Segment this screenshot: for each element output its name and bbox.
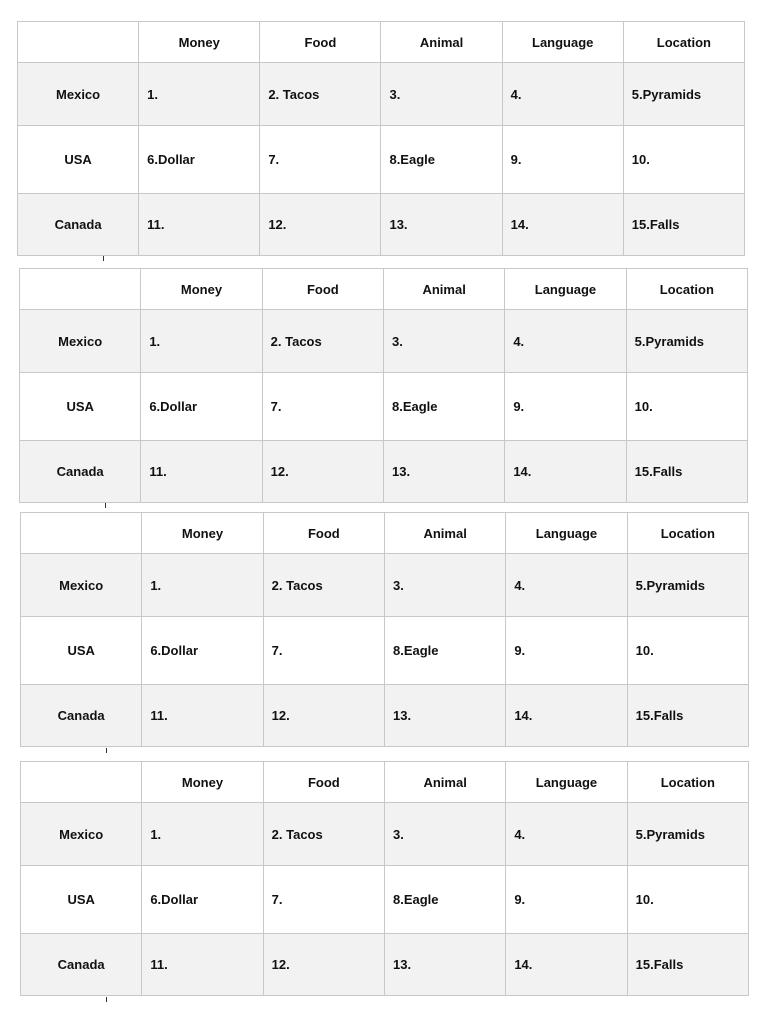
row-header-mexico: Mexico xyxy=(21,803,142,866)
table-cell: 15.Falls xyxy=(627,934,748,996)
row-header-usa: USA xyxy=(21,866,142,934)
table-row xyxy=(21,554,749,617)
column-header-location: Location xyxy=(627,513,748,554)
table-cell: 5.Pyramids xyxy=(627,554,748,617)
table-cell: 6.Dollar xyxy=(142,617,263,685)
column-header-food: Food xyxy=(262,269,383,310)
column-header-food: Food xyxy=(263,513,384,554)
table-cell: 13. xyxy=(384,685,505,747)
table-cell: 13. xyxy=(383,441,504,503)
column-header-language: Language xyxy=(506,513,627,554)
table-cell: 1. xyxy=(141,310,262,373)
column-header-money: Money xyxy=(141,269,262,310)
table-cell: 3. xyxy=(381,63,502,126)
column-header-animal: Animal xyxy=(384,513,505,554)
table-cell: 3. xyxy=(384,554,505,617)
table-row xyxy=(21,685,749,747)
column-header-money: Money xyxy=(142,762,263,803)
column-header-location: Location xyxy=(623,22,744,63)
country-facts-table xyxy=(20,761,749,996)
cursor-tick-mark xyxy=(106,997,107,1002)
header-row xyxy=(20,269,748,310)
table-cell: 1. xyxy=(142,803,263,866)
row-header-canada: Canada xyxy=(21,685,142,747)
column-header-language: Language xyxy=(502,22,623,63)
table-cell: 6.Dollar xyxy=(141,373,262,441)
table-cell: 11. xyxy=(142,934,263,996)
table-row xyxy=(18,63,745,126)
table-cell: 10. xyxy=(626,373,747,441)
country-facts-table xyxy=(19,268,748,503)
table-cell: 13. xyxy=(381,194,502,256)
table-row xyxy=(21,617,749,685)
corner-cell xyxy=(18,22,139,63)
table-cell: 14. xyxy=(502,194,623,256)
table-cell: 5.Pyramids xyxy=(626,310,747,373)
table-row xyxy=(20,310,748,373)
table-cell: 12. xyxy=(260,194,381,256)
table-cell: 14. xyxy=(505,441,626,503)
table-cell: 8.Eagle xyxy=(383,373,504,441)
table-row xyxy=(20,373,748,441)
column-header-location: Location xyxy=(626,269,747,310)
table-cell: 3. xyxy=(384,803,505,866)
table-cell: 10. xyxy=(623,126,744,194)
table-cell: 6.Dollar xyxy=(142,866,263,934)
table-row xyxy=(18,126,745,194)
row-header-usa: USA xyxy=(18,126,139,194)
row-header-usa: USA xyxy=(20,373,141,441)
column-header-food: Food xyxy=(260,22,381,63)
table-cell: 4. xyxy=(502,63,623,126)
table-cell: 6.Dollar xyxy=(139,126,260,194)
column-header-money: Money xyxy=(142,513,263,554)
cursor-tick-mark xyxy=(106,748,107,753)
cursor-tick-mark xyxy=(103,256,104,261)
table-cell: 14. xyxy=(506,934,627,996)
table-cell: 4. xyxy=(505,310,626,373)
table-cell: 3. xyxy=(383,310,504,373)
table-cell: 8.Eagle xyxy=(384,617,505,685)
table-cell: 5.Pyramids xyxy=(627,803,748,866)
table-cell: 12. xyxy=(263,685,384,747)
table-cell: 4. xyxy=(506,554,627,617)
row-header-mexico: Mexico xyxy=(20,310,141,373)
column-header-animal: Animal xyxy=(381,22,502,63)
table-row xyxy=(21,803,749,866)
corner-cell xyxy=(20,269,141,310)
row-header-usa: USA xyxy=(21,617,142,685)
table-cell: 11. xyxy=(139,194,260,256)
header-row xyxy=(21,762,749,803)
table-row xyxy=(18,194,745,256)
table-cell: 11. xyxy=(142,685,263,747)
table-cell: 2. Tacos xyxy=(263,803,384,866)
table-cell: 12. xyxy=(263,934,384,996)
country-table-copy xyxy=(19,268,748,502)
table-cell: 4. xyxy=(506,803,627,866)
column-header-location: Location xyxy=(627,762,748,803)
table-cell: 10. xyxy=(627,866,748,934)
row-header-canada: Canada xyxy=(21,934,142,996)
column-header-language: Language xyxy=(505,269,626,310)
column-header-animal: Animal xyxy=(383,269,504,310)
country-table-copy xyxy=(20,761,749,996)
table-cell: 11. xyxy=(141,441,262,503)
table-cell: 15.Falls xyxy=(626,441,747,503)
header-row xyxy=(21,513,749,554)
header-row xyxy=(18,22,745,63)
table-cell: 10. xyxy=(627,617,748,685)
table-cell: 2. Tacos xyxy=(260,63,381,126)
table-row xyxy=(21,866,749,934)
table-cell: 15.Falls xyxy=(627,685,748,747)
corner-cell xyxy=(21,513,142,554)
table-cell: 9. xyxy=(506,866,627,934)
column-header-money: Money xyxy=(139,22,260,63)
country-table-copy xyxy=(17,21,745,255)
row-header-canada: Canada xyxy=(20,441,141,503)
corner-cell xyxy=(21,762,142,803)
table-cell: 9. xyxy=(502,126,623,194)
table-cell: 8.Eagle xyxy=(381,126,502,194)
table-cell: 7. xyxy=(260,126,381,194)
row-header-mexico: Mexico xyxy=(21,554,142,617)
table-cell: 7. xyxy=(263,866,384,934)
cursor-tick-mark xyxy=(105,503,106,508)
table-cell: 2. Tacos xyxy=(262,310,383,373)
table-cell: 2. Tacos xyxy=(263,554,384,617)
table-cell: 14. xyxy=(506,685,627,747)
column-header-food: Food xyxy=(263,762,384,803)
country-facts-table xyxy=(17,21,745,256)
table-cell: 7. xyxy=(263,617,384,685)
table-row xyxy=(20,441,748,503)
table-row xyxy=(21,934,749,996)
column-header-animal: Animal xyxy=(384,762,505,803)
country-table-copy xyxy=(20,512,749,747)
table-cell: 9. xyxy=(505,373,626,441)
table-cell: 5.Pyramids xyxy=(623,63,744,126)
table-cell: 8.Eagle xyxy=(384,866,505,934)
table-cell: 13. xyxy=(384,934,505,996)
column-header-language: Language xyxy=(506,762,627,803)
row-header-mexico: Mexico xyxy=(18,63,139,126)
table-cell: 9. xyxy=(506,617,627,685)
table-cell: 1. xyxy=(139,63,260,126)
table-cell: 12. xyxy=(262,441,383,503)
table-cell: 15.Falls xyxy=(623,194,744,256)
table-cell: 1. xyxy=(142,554,263,617)
row-header-canada: Canada xyxy=(18,194,139,256)
table-cell: 7. xyxy=(262,373,383,441)
country-facts-table xyxy=(20,512,749,747)
